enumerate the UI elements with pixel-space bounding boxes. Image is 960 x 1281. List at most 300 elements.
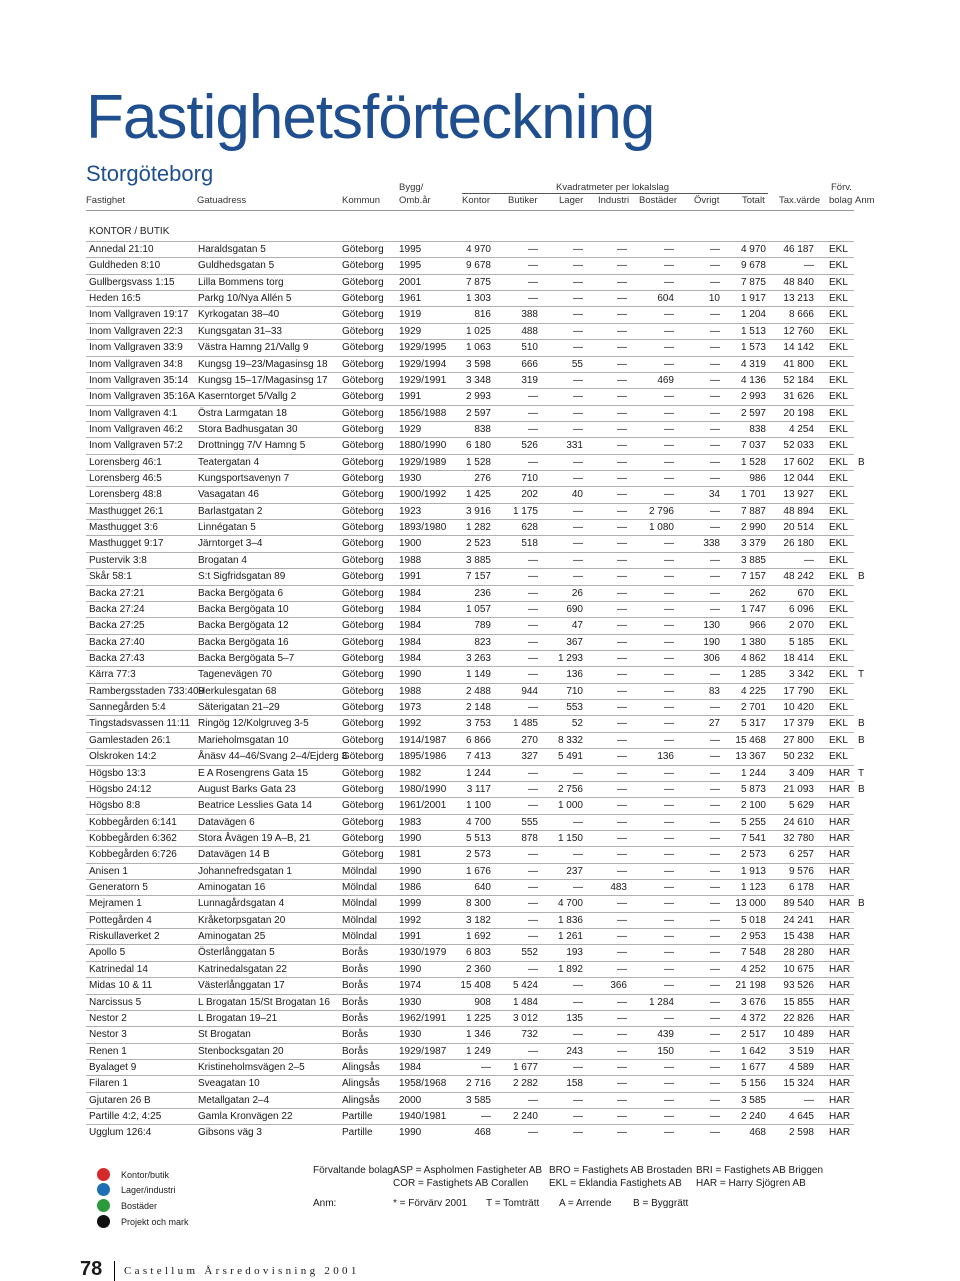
cell-kommun: Göteborg xyxy=(342,603,384,615)
cell-byggar: 1930/1979 xyxy=(399,947,447,959)
cell-butiker: — xyxy=(528,702,538,714)
cell-butiker: 878 xyxy=(521,832,538,844)
cell-bostader: — xyxy=(664,800,674,812)
cell-taxvarde: 10 489 xyxy=(783,1029,814,1041)
cell-fastighet: Tingstadsvassen 11:11 xyxy=(89,718,190,730)
cell-anm: B xyxy=(858,783,865,795)
cell-taxvarde: 48 840 xyxy=(783,276,814,288)
cell-ovrigt: — xyxy=(710,1012,720,1024)
cell-lager: 47 xyxy=(571,620,583,632)
cell-gatuadress: Barlastgatan 2 xyxy=(198,505,263,517)
cell-ovrigt: — xyxy=(710,751,720,763)
cell-butiker: — xyxy=(528,407,538,419)
cell-kontor: 2 523 xyxy=(465,538,491,550)
cell-kontor: 7 157 xyxy=(465,571,491,583)
cell-ovrigt: — xyxy=(710,473,720,485)
cell-kontor: 1 249 xyxy=(465,1045,491,1057)
cell-lager: — xyxy=(573,342,583,354)
cell-butiker: 552 xyxy=(521,947,538,959)
cell-fastighet: Backa 27:40 xyxy=(89,636,145,648)
legend-color-dot-icon xyxy=(97,1183,110,1196)
cell-byggar: 1990 xyxy=(399,832,422,844)
cell-ovrigt: — xyxy=(710,980,720,992)
cell-taxvarde: 31 626 xyxy=(783,391,814,403)
cell-butiker: — xyxy=(528,963,538,975)
cell-lager: — xyxy=(573,407,583,419)
cell-fastighet: Inom Vallgraven 33:9 xyxy=(89,342,183,354)
cell-ovrigt: — xyxy=(710,309,720,321)
cell-forv: EKL xyxy=(829,685,848,697)
cell-kommun: Göteborg xyxy=(342,538,384,550)
cell-totalt: 7 037 xyxy=(740,440,766,452)
cell-kontor: 908 xyxy=(474,996,491,1008)
cell-forv: EKL xyxy=(829,473,848,485)
cell-ovrigt: — xyxy=(710,1127,720,1139)
cell-bostader: — xyxy=(664,587,674,599)
cell-byggar: 1999 xyxy=(399,898,422,910)
cell-bostader: — xyxy=(664,620,674,632)
cell-totalt: 838 xyxy=(749,423,766,435)
cell-lager: 1 836 xyxy=(557,914,583,926)
cell-kontor: 2 993 xyxy=(465,391,491,403)
cell-forv: EKL xyxy=(829,603,848,615)
cell-bostader: — xyxy=(664,276,674,288)
cell-byggar: 1930 xyxy=(399,996,422,1008)
cell-lager: — xyxy=(573,1111,583,1123)
cell-taxvarde: 17 602 xyxy=(783,456,814,468)
footnote-cor: COR = Fastighets AB Corallen xyxy=(393,1178,529,1189)
header-anm: Anm xyxy=(855,195,875,206)
cell-anm: T xyxy=(858,669,865,681)
table-row xyxy=(86,847,861,863)
cell-butiker: — xyxy=(528,931,538,943)
cell-lager: — xyxy=(573,244,583,255)
cell-totalt: 5 156 xyxy=(740,1078,766,1090)
table-row xyxy=(86,1011,861,1027)
cell-forv: HAR xyxy=(829,849,851,861)
cell-fastighet: Gamlestaden 26:1 xyxy=(89,734,171,746)
cell-byggar: 1958/1968 xyxy=(399,1078,447,1090)
cell-butiker: — xyxy=(528,636,538,648)
cell-taxvarde: 6 257 xyxy=(788,849,814,861)
cell-butiker: 3 012 xyxy=(512,1012,538,1024)
cell-kommun: Göteborg xyxy=(342,260,384,272)
cell-lager: — xyxy=(573,849,583,861)
cell-bostader: — xyxy=(664,1094,674,1106)
cell-byggar: 1929/1991 xyxy=(399,374,447,386)
cell-forv: EKL xyxy=(829,751,848,763)
cell-kontor: 7 413 xyxy=(465,751,491,763)
header-forv: Förv. xyxy=(831,182,852,193)
header-group-rule xyxy=(462,193,768,194)
cell-lager: — xyxy=(573,522,583,534)
cell-bostader: — xyxy=(664,489,674,501)
cell-lager: 331 xyxy=(566,440,583,452)
cell-bostader: — xyxy=(664,963,674,975)
cell-ovrigt: — xyxy=(710,1062,720,1073)
cell-lager: — xyxy=(573,816,583,828)
cell-forv: EKL xyxy=(829,653,848,664)
cell-forv: HAR xyxy=(829,1062,851,1073)
cell-forv: EKL xyxy=(829,407,848,419)
cell-forv: EKL xyxy=(829,636,848,648)
cell-ovrigt: — xyxy=(710,849,720,861)
cell-gatuadress: Kungsg 15–17/Magasinsg 17 xyxy=(198,374,328,386)
cell-totalt: 2 993 xyxy=(740,391,766,403)
cell-butiker: — xyxy=(528,800,538,812)
cell-byggar: 1929/1989 xyxy=(399,456,447,468)
cell-industri: — xyxy=(617,800,627,812)
cell-bostader: — xyxy=(664,407,674,419)
cell-fastighet: Inom Vallgraven 35:16A xyxy=(89,391,195,403)
cell-lager: — xyxy=(573,423,583,435)
table-row xyxy=(86,880,861,896)
cell-kontor: 3 753 xyxy=(465,718,491,730)
cell-totalt: 7 887 xyxy=(740,505,766,517)
cell-kommun: Göteborg xyxy=(342,587,384,599)
cell-bostader: — xyxy=(664,1127,674,1139)
cell-anm: B xyxy=(858,734,865,746)
cell-byggar: 1900/1992 xyxy=(399,489,447,501)
cell-taxvarde: 20 514 xyxy=(783,522,814,534)
cell-fastighet: Inom Vallgraven 57:2 xyxy=(89,440,183,452)
cell-kontor: 1 282 xyxy=(465,522,491,534)
cell-ovrigt: — xyxy=(710,276,720,288)
cell-kommun: Borås xyxy=(342,947,369,959)
cell-kommun: Göteborg xyxy=(342,734,384,746)
table-row xyxy=(86,896,865,912)
cell-kommun: Göteborg xyxy=(342,407,384,419)
cell-bostader: 469 xyxy=(657,374,674,386)
cell-byggar: 1919 xyxy=(399,309,422,321)
cell-industri: — xyxy=(617,816,627,828)
cell-ovrigt: — xyxy=(710,358,720,370)
cell-fastighet: Inom Vallgraven 46:2 xyxy=(89,423,183,435)
table-row xyxy=(86,929,861,945)
cell-taxvarde: 6 178 xyxy=(788,882,814,894)
cell-taxvarde: 52 184 xyxy=(783,374,814,386)
cell-taxvarde: 32 780 xyxy=(783,832,814,844)
cell-industri: 483 xyxy=(610,882,627,894)
table-row xyxy=(86,438,861,454)
cell-taxvarde: 15 855 xyxy=(783,996,814,1008)
cell-lager: — xyxy=(573,293,583,305)
cell-totalt: 3 585 xyxy=(740,1094,766,1106)
cell-byggar: 1984 xyxy=(399,587,422,599)
cell-gatuadress: Johannefredsgatan 1 xyxy=(198,865,292,877)
cell-lager: — xyxy=(573,538,583,550)
cell-byggar: 1929 xyxy=(399,325,422,337)
cell-industri: — xyxy=(617,276,627,288)
cell-lager: 136 xyxy=(566,669,583,681)
cell-byggar: 1983 xyxy=(399,816,422,828)
cell-bostader: — xyxy=(664,538,674,550)
cell-gatuadress: Stora Åvägen 19 A–B, 21 xyxy=(198,832,311,844)
cell-forv: EKL xyxy=(829,734,848,746)
cell-anm: B xyxy=(858,718,865,730)
cell-butiker: 1 677 xyxy=(512,1062,538,1073)
cell-forv: HAR xyxy=(829,1078,851,1090)
cell-gatuadress: Beatrice Lesslies Gata 14 xyxy=(198,800,312,812)
cell-fastighet: Högsbo 13:3 xyxy=(89,767,146,779)
cell-bostader: — xyxy=(664,865,674,877)
cell-butiker: — xyxy=(528,914,538,926)
cell-fastighet: Pottegården 4 xyxy=(89,914,152,926)
cell-bostader: — xyxy=(664,1078,674,1090)
cell-byggar: 1929/1987 xyxy=(399,1045,447,1057)
table-row xyxy=(86,553,861,569)
cell-totalt: 1 642 xyxy=(740,1045,766,1057)
footnote-anm-label: Anm: xyxy=(313,1198,337,1209)
cell-lager: 135 xyxy=(566,1012,583,1024)
cell-bostader: — xyxy=(664,816,674,828)
cell-forv: HAR xyxy=(829,882,851,894)
footer-divider xyxy=(114,1261,115,1281)
cell-gatuadress: Kråketorpsgatan 20 xyxy=(198,914,286,926)
cell-lager: 1 892 xyxy=(557,963,583,975)
cell-fastighet: Heden 16:5 xyxy=(89,293,141,305)
cell-bostader: — xyxy=(664,931,674,943)
header-byggar: Bygg/ xyxy=(399,182,424,193)
cell-butiker: — xyxy=(528,767,538,779)
cell-industri: — xyxy=(617,407,627,419)
cell-forv: HAR xyxy=(829,800,851,812)
cell-lager: — xyxy=(573,391,583,403)
cell-fastighet: Kobbegården 6:141 xyxy=(89,816,177,828)
cell-industri: — xyxy=(617,669,627,681)
cell-gatuadress: Aminogatan 16 xyxy=(198,882,266,894)
cell-butiker: — xyxy=(528,1094,538,1106)
table-row xyxy=(86,520,861,536)
cell-totalt: 21 198 xyxy=(735,980,766,992)
cell-totalt: 4 862 xyxy=(740,653,766,664)
cell-bostader: — xyxy=(664,342,674,354)
cell-industri: — xyxy=(617,1029,627,1041)
cell-gatuadress: Västerlånggatan 17 xyxy=(198,980,285,992)
cell-lager: 367 xyxy=(566,636,583,648)
cell-bostader: 439 xyxy=(657,1029,674,1041)
cell-gatuadress: Kungsportsavenyn 7 xyxy=(198,473,290,485)
cell-gatuadress: St Brogatan xyxy=(198,1029,251,1041)
cell-ovrigt: — xyxy=(710,1029,720,1041)
cell-butiker: — xyxy=(528,669,538,681)
cell-ovrigt: — xyxy=(710,374,720,386)
cell-kommun: Göteborg xyxy=(342,571,384,583)
cell-butiker: — xyxy=(528,260,538,272)
cell-kontor: 7 875 xyxy=(465,276,491,288)
cell-butiker: — xyxy=(528,571,538,583)
table-row xyxy=(86,962,861,978)
table-row xyxy=(86,340,861,356)
cell-ovrigt: — xyxy=(710,522,720,534)
cell-fastighet: Inom Vallgraven 34:8 xyxy=(89,358,183,370)
cell-lager: 710 xyxy=(566,685,583,697)
table-row xyxy=(86,307,861,323)
cell-kommun: Alingsås xyxy=(342,1062,380,1073)
cell-bostader: — xyxy=(664,947,674,959)
cell-kontor: 838 xyxy=(474,423,491,435)
cell-lager: — xyxy=(573,276,583,288)
cell-lager: — xyxy=(573,1094,583,1106)
table-row xyxy=(86,1109,861,1125)
cell-gatuadress: Östra Larmgatan 18 xyxy=(198,407,287,419)
cell-byggar: 1961/2001 xyxy=(399,800,447,812)
footnote-byggratt: B = Byggrätt xyxy=(633,1198,689,1209)
cell-gatuadress: Herkulesgatan 68 xyxy=(198,685,277,697)
cell-fastighet: Backa 27:21 xyxy=(89,587,145,599)
cell-kommun: Borås xyxy=(342,963,369,975)
cell-forv: EKL xyxy=(829,538,848,550)
header-taxvarde: Tax.värde xyxy=(779,195,821,206)
cell-kommun: Göteborg xyxy=(342,849,384,861)
table-row xyxy=(86,831,861,847)
cell-totalt: 3 676 xyxy=(740,996,766,1008)
cell-totalt: 13 000 xyxy=(735,898,766,910)
cell-lager: — xyxy=(573,996,583,1008)
cell-kommun: Partille xyxy=(342,1111,373,1123)
cell-industri: — xyxy=(617,456,627,468)
cell-kommun: Göteborg xyxy=(342,751,384,763)
cell-bostader: — xyxy=(664,1111,674,1123)
cell-gatuadress: Parkg 10/Nya Allén 5 xyxy=(198,293,292,305)
table-row xyxy=(86,389,861,405)
cell-kommun: Göteborg xyxy=(342,636,384,648)
cell-kontor: 3 585 xyxy=(465,1094,491,1106)
cell-taxvarde: 8 666 xyxy=(788,309,814,321)
cell-lager: — xyxy=(573,571,583,583)
cell-forv: HAR xyxy=(829,947,851,959)
cell-butiker: 526 xyxy=(521,440,538,452)
cell-forv: EKL xyxy=(829,489,848,501)
table-row xyxy=(86,1076,861,1092)
table-row xyxy=(86,945,861,961)
cell-totalt: 7 157 xyxy=(740,571,766,583)
cell-lager: 8 332 xyxy=(557,734,583,746)
cell-ovrigt: — xyxy=(710,587,720,599)
cell-kontor: 816 xyxy=(474,309,491,321)
cell-kommun: Göteborg xyxy=(342,783,384,795)
cell-fastighet: Högsbo 24:12 xyxy=(89,783,152,795)
cell-forv: EKL xyxy=(829,423,848,435)
cell-ovrigt: — xyxy=(710,391,720,403)
cell-byggar: 1995 xyxy=(399,244,422,255)
cell-ovrigt: — xyxy=(710,554,720,566)
table-row xyxy=(86,1060,861,1076)
cell-butiker: 732 xyxy=(521,1029,538,1041)
cell-forv: HAR xyxy=(829,898,851,910)
cell-taxvarde: 6 096 xyxy=(788,603,814,615)
cell-butiker: 5 424 xyxy=(512,980,538,992)
cell-lager: — xyxy=(573,1029,583,1041)
cell-industri: — xyxy=(617,767,627,779)
legend-label: Bostäder xyxy=(121,1201,158,1211)
table-row xyxy=(86,487,861,503)
table-row xyxy=(86,716,865,732)
cell-kontor: 9 678 xyxy=(465,260,491,272)
cell-industri: — xyxy=(617,734,627,746)
cell-taxvarde: 3 342 xyxy=(788,669,814,681)
footnote-asp: ASP = Aspholmen Fastigheter AB xyxy=(393,1165,543,1176)
cell-fastighet: Katrinedal 14 xyxy=(89,963,148,975)
cell-ovrigt: 190 xyxy=(703,636,720,648)
cell-butiker: — xyxy=(528,293,538,305)
page-number: 78 xyxy=(80,1258,103,1280)
cell-anm: B xyxy=(858,456,865,468)
cell-ovrigt: 10 xyxy=(708,293,720,305)
cell-ovrigt: — xyxy=(710,783,720,795)
cell-kontor: 6 866 xyxy=(465,734,491,746)
cell-kommun: Mölndal xyxy=(342,931,378,943)
cell-industri: — xyxy=(617,718,627,730)
cell-taxvarde: 24 610 xyxy=(783,816,814,828)
header-butiker: Butiker xyxy=(508,195,538,206)
cell-lager: — xyxy=(573,456,583,468)
cell-byggar: 1990 xyxy=(399,963,422,975)
cell-gatuadress: L Brogatan 15/St Brogatan 16 xyxy=(198,996,330,1008)
cell-gatuadress: Västra Hamng 21/Vallg 9 xyxy=(198,342,309,354)
cell-forv: EKL xyxy=(829,358,848,370)
cell-bostader: — xyxy=(664,309,674,321)
cell-totalt: 1 701 xyxy=(740,489,766,501)
footnote-forvaltande-label: Förvaltande bolag: xyxy=(313,1165,396,1176)
cell-fastighet: Olskroken 14:2 xyxy=(89,751,157,763)
cell-byggar: 1929/1994 xyxy=(399,358,447,370)
cell-butiker: — xyxy=(528,603,538,615)
table-row xyxy=(86,1027,861,1043)
cell-taxvarde: 17 790 xyxy=(783,685,814,697)
cell-byggar: 1986 xyxy=(399,882,422,894)
cell-industri: — xyxy=(617,260,627,272)
cell-butiker: 944 xyxy=(521,685,538,697)
cell-forv: EKL xyxy=(829,342,848,354)
cell-fastighet: Inom Vallgraven 22:3 xyxy=(89,325,183,337)
cell-totalt: 4 970 xyxy=(740,244,766,255)
cell-ovrigt: — xyxy=(710,603,720,615)
cell-lager: 1 261 xyxy=(557,931,583,943)
cell-forv: EKL xyxy=(829,587,848,599)
table-row xyxy=(86,798,861,814)
cell-totalt: 2 517 xyxy=(740,1029,766,1041)
cell-kommun: Göteborg xyxy=(342,374,384,386)
cell-forv: HAR xyxy=(829,832,851,844)
table-row xyxy=(86,782,865,798)
cell-butiker: 710 xyxy=(521,473,538,485)
cell-taxvarde: 17 379 xyxy=(783,718,814,730)
cell-gatuadress: S:t Sigfridsgatan 89 xyxy=(198,571,286,583)
cell-lager: — xyxy=(573,767,583,779)
table-row xyxy=(86,291,861,307)
cell-kommun: Göteborg xyxy=(342,244,384,255)
cell-kommun: Göteborg xyxy=(342,473,384,485)
cell-gatuadress: Backa Bergögata 5–7 xyxy=(198,653,295,664)
cell-butiker: 628 xyxy=(521,522,538,534)
cell-bostader: — xyxy=(664,391,674,403)
cell-totalt: 1 123 xyxy=(740,882,766,894)
cell-byggar: 1984 xyxy=(399,636,422,648)
cell-bostader: — xyxy=(664,554,674,566)
cell-industri: — xyxy=(617,374,627,386)
cell-bostader: — xyxy=(664,440,674,452)
cell-fastighet: Apollo 5 xyxy=(89,947,126,959)
cell-butiker: — xyxy=(528,783,538,795)
cell-totalt: 5 873 xyxy=(740,783,766,795)
cell-totalt: 3 885 xyxy=(740,554,766,566)
cell-totalt: 986 xyxy=(749,473,766,485)
cell-forv: EKL xyxy=(829,620,848,632)
cell-ovrigt: — xyxy=(710,996,720,1008)
cell-industri: — xyxy=(617,342,627,354)
cell-totalt: 1 747 xyxy=(740,603,766,615)
